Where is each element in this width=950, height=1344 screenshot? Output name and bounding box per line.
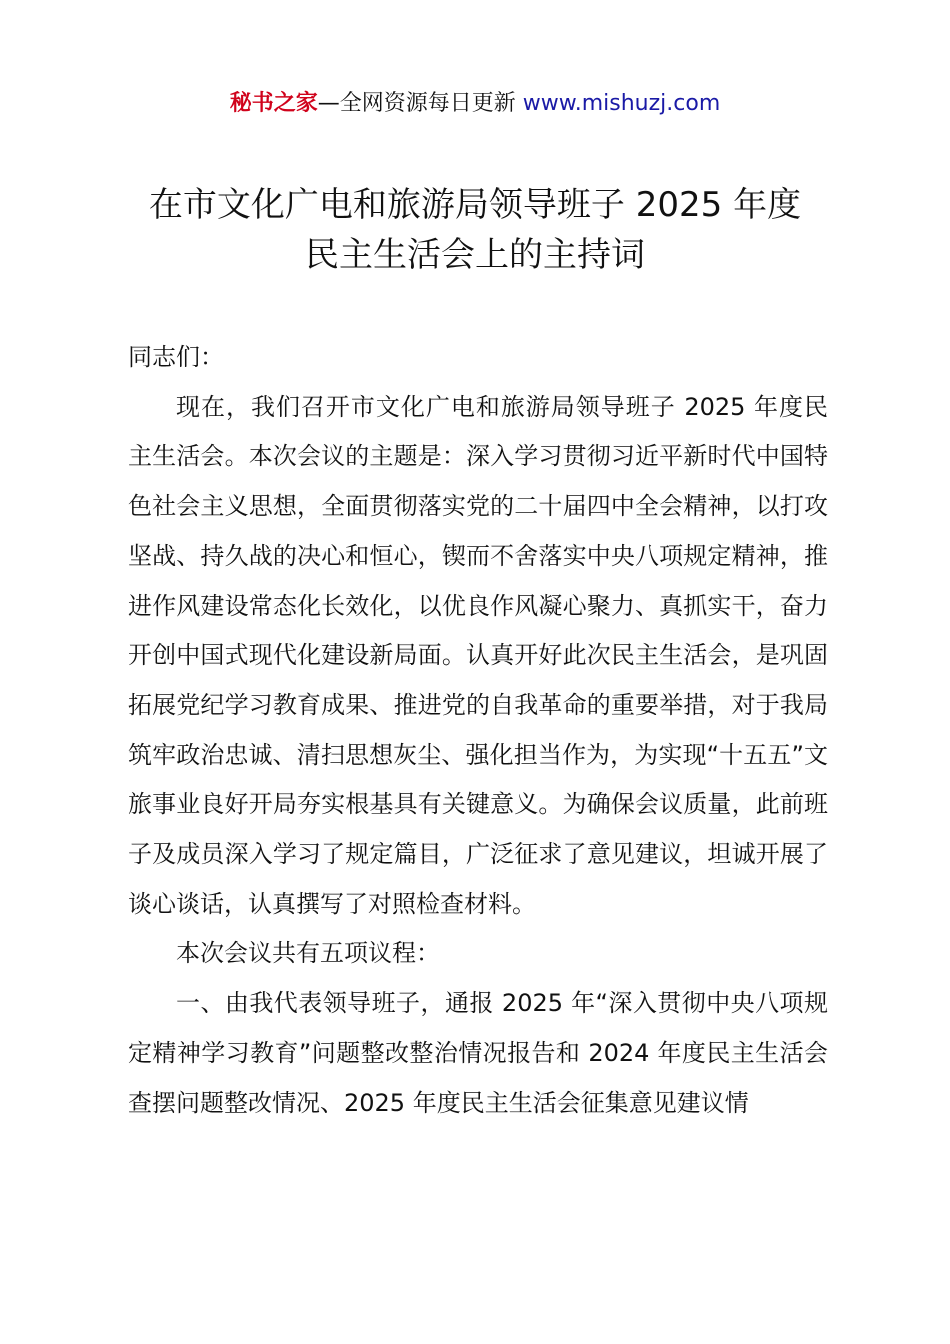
agenda-item-1-text: ，通报 2025 年“深入贯彻中央八项规定精神学习教育”问题整改整治情况报告和 2024 年度民主生活会查摆问题整改情况、2025 年度民主生活会征集意见建议情 <box>128 989 828 1117</box>
title-line-2: 民主生活会上的主持词 <box>305 235 645 275</box>
paragraph-agenda-intro: 本次会议共有五项议程： <box>176 939 440 968</box>
site-header <box>0 88 950 120</box>
agenda-item-1-lead: 一、由我代表领导班子 <box>176 989 421 1018</box>
paragraph-opening: 现在，我们召开市文化广电和旅游局领导班子 2025 年度民主生活会。本次会议的主题是：深入学习贯彻习近平新时代中国特色社会主义思想，全面贯彻落实党的二十届四中全会精神，以打攻坚战、持久战的决心和恒心，锲而不舍落实中央八项规定精神，推进作风建设常态化长效化，以优良作风凝心聚力、真抓实干，奋力开创中国式现代化建设新局面。认真开好此次民主生活会，是巩固拓展党纪学习教育成果、推进党的自我革命的重要举措，对于我局筑牢政治忠诚、清扫思想灰尘、强化担当作为，为实现“十五五”文旅事业良好开局夯实根基具有关键意义。为确保会议质量，此前班子及成员深入学习了规定篇目，广泛征求了意见建议，坦诚开展了谈心谈话，认真撰写了对照检查材料。 <box>128 392 828 918</box>
salutation: 同志们： <box>128 343 224 371</box>
agenda-item-1 <box>128 979 828 1128</box>
title-line-1: 在市文化广电和旅游局领导班子 2025 年度 <box>148 185 802 225</box>
brand-name: 秘书之家 <box>229 91 318 116</box>
document-title <box>0 180 950 280</box>
document-body <box>128 333 828 1128</box>
header-tagline: —全网资源每日更新 <box>317 91 523 116</box>
site-url-link[interactable]: www.mishuzj.com <box>522 91 721 116</box>
